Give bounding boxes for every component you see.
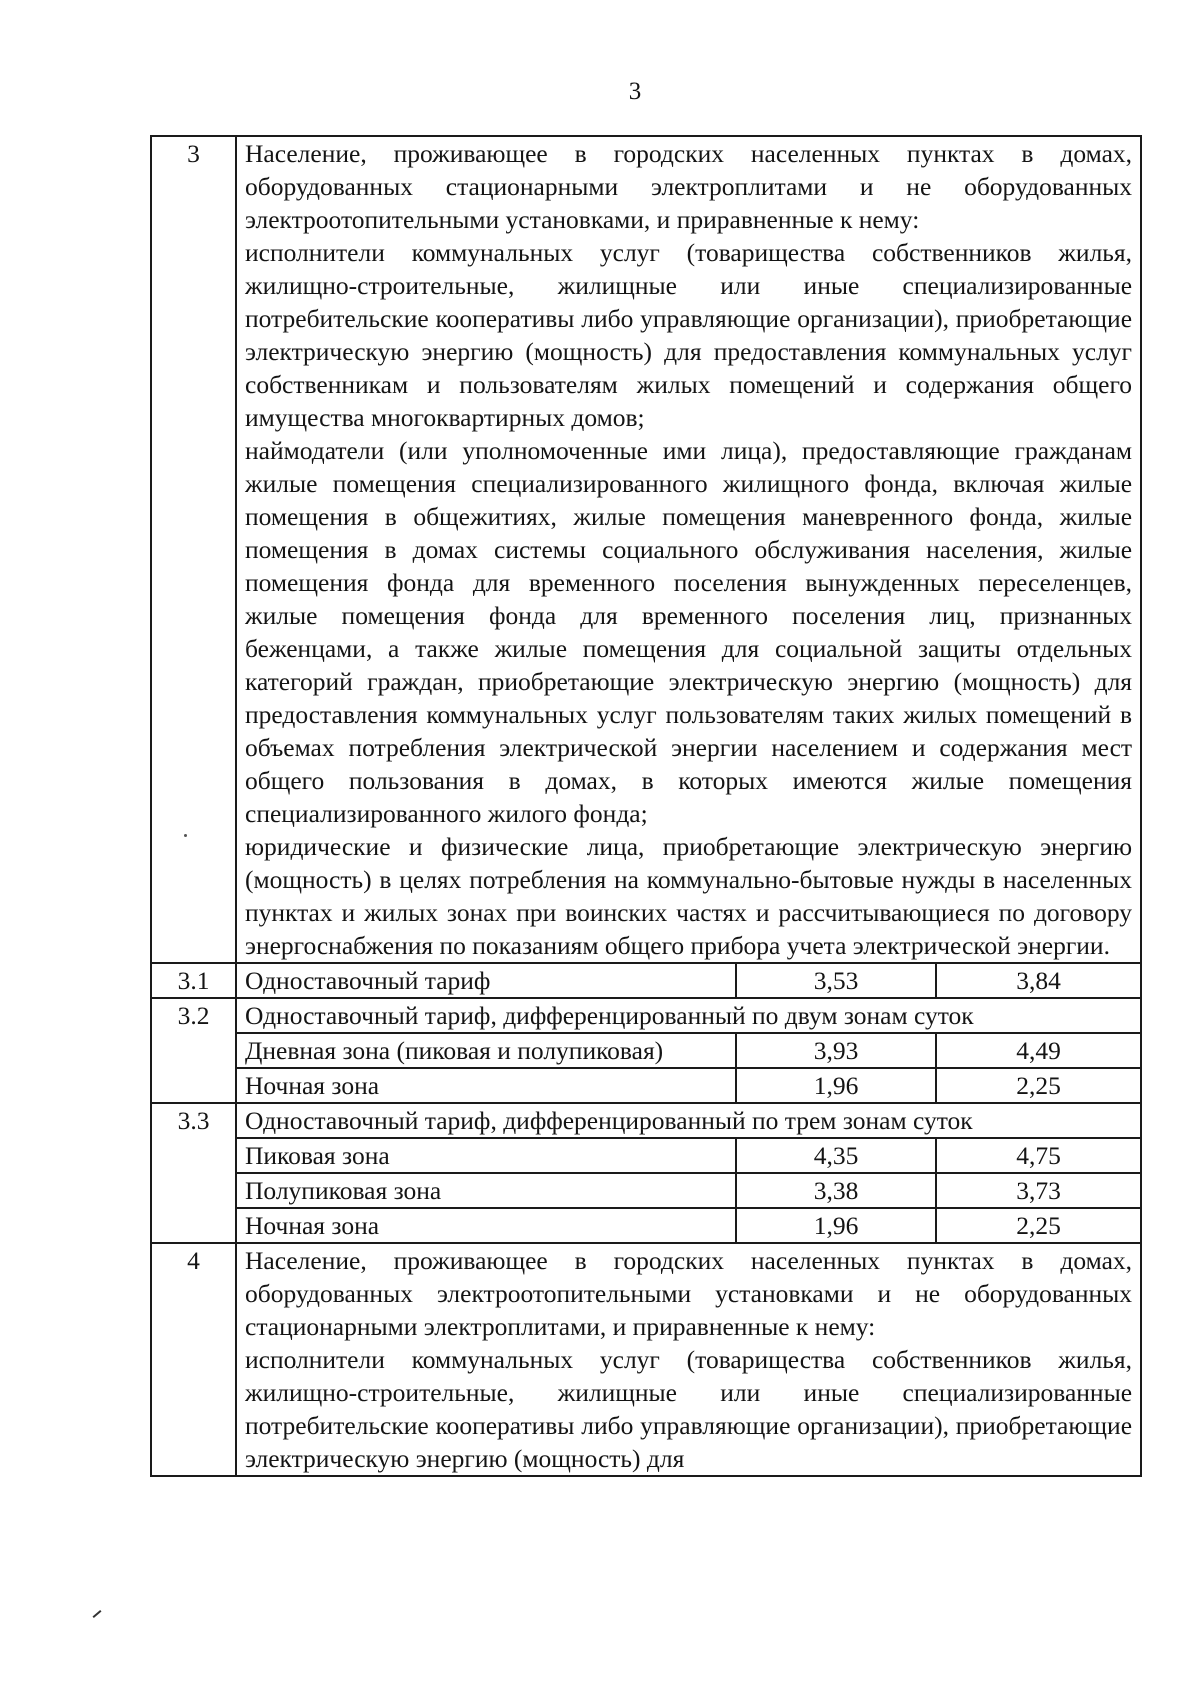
row-3-2-day xyxy=(151,1033,1141,1068)
tariff-value-2: 2,25 xyxy=(936,1068,1141,1103)
row-description xyxy=(236,136,1141,963)
description-paragraph: Население, проживающее в городских населенных пунктах в домах, оборудованных стационарными электроплитами и не оборудованных электроотопительными установками, и приравненные к нему: xyxy=(245,139,1133,234)
zone-label: Ночная зона xyxy=(236,1208,736,1243)
tariff-value-1: 1,96 xyxy=(736,1208,936,1243)
tariff-table xyxy=(150,135,1142,1477)
tariff-value-2: 3,73 xyxy=(936,1173,1141,1208)
zone-label: Ночная зона xyxy=(236,1068,736,1103)
tariff-group-label: Одноставочный тариф, дифференцированный по трем зонам суток xyxy=(236,1103,1141,1138)
tariff-label: Одноставочный тариф xyxy=(236,963,736,998)
page-number: 3 xyxy=(628,78,642,105)
zone-label: Полупиковая зона xyxy=(236,1173,736,1208)
zone-label: Пиковая зона xyxy=(236,1138,736,1173)
row-3-3 xyxy=(151,1103,1141,1138)
tariff-value-1: 1,96 xyxy=(736,1068,936,1103)
description-paragraph: исполнители коммунальных услуг (товарищества собственников жилья, жилищно-строительные, жилищные или иные специализированные потребительские кооперативы либо управляющие организации), приобретающие электрическую энергию (мощность) для xyxy=(245,1345,1133,1473)
row-number: 4 xyxy=(151,1243,236,1476)
tariff-value-2: 3,84 xyxy=(936,963,1141,998)
tariff-value-2: 4,75 xyxy=(936,1138,1141,1173)
row-3-3-semipeak xyxy=(151,1173,1141,1208)
row-3-3-peak xyxy=(151,1138,1141,1173)
row-description xyxy=(236,1243,1141,1476)
tariff-group-label: Одноставочный тариф, дифференцированный по двум зонам суток xyxy=(236,998,1141,1033)
row-3-3-night xyxy=(151,1208,1141,1243)
description-paragraph: исполнители коммунальных услуг (товарищества собственников жилья, жилищно-строительные, жилищные или иные специализированные потребительские кооперативы либо управляющие организации), приобретающие электрическую энергию (мощность) для предоставления коммунальных услуг собственникам и пользователям жилых помещений и содержания общего имущества многоквартирных домов; xyxy=(245,238,1133,432)
tariff-value-2: 4,49 xyxy=(936,1033,1141,1068)
row-number: 3.1 xyxy=(151,963,236,998)
tariff-value-2: 2,25 xyxy=(936,1208,1141,1243)
description-paragraph: юридические и физические лица, приобретающие электрическую энергию (мощность) в целях потребления на коммунально-бытовые нужды в населенных пунктах и жилых зонах при воинских частях и рассчитывающиеся по договору энергоснабжения по показаниям общего прибора учета электрической энергии. xyxy=(245,832,1133,960)
row-4 xyxy=(151,1243,1141,1476)
tariff-value-1: 3,93 xyxy=(736,1033,936,1068)
tariff-value-1: 3,38 xyxy=(736,1173,936,1208)
row-3-2 xyxy=(151,998,1141,1033)
description-paragraph: Население, проживающее в городских населенных пунктах в домах, оборудованных электроотопительными установками и не оборудованных стационарными электроплитами, и приравненные к нему: xyxy=(245,1246,1133,1341)
description-paragraph: наймодатели (или уполномоченные ими лица), предоставляющие гражданам жилые помещения специализированного жилищного фонда, включая жилые помещения в общежитиях, жилые помещения маневренного фонда, жилые помещения в домах системы социального обслуживания населения, жилые помещения фонда для временного поселения вынужденных переселенцев, жилые помещения фонда для временного поселения лиц, признанных беженцами, а также жилые помещения для социальной защиты отдельных категорий граждан, приобретающие электрическую энергию (мощность) для предоставления коммунальных услуг пользователям таких жилых помещений в объемах потребления электрической энергии населением и содержания мест общего пользования в домах, в которых имеются жилые помещения специализированного жилого фонда; xyxy=(245,436,1133,828)
pen-mark xyxy=(93,1610,102,1618)
row-3 xyxy=(151,136,1141,963)
row-3-2-night xyxy=(151,1068,1141,1103)
tariff-value-1: 4,35 xyxy=(736,1138,936,1173)
row-number: 3 xyxy=(151,136,236,963)
tariff-value-1: 3,53 xyxy=(736,963,936,998)
row-3-1 xyxy=(151,963,1141,998)
zone-label: Дневная зона (пиковая и полупиковая) xyxy=(236,1033,736,1068)
row-number: 3.3 xyxy=(151,1103,236,1243)
scan-speck xyxy=(184,834,187,837)
row-number: 3.2 xyxy=(151,998,236,1103)
